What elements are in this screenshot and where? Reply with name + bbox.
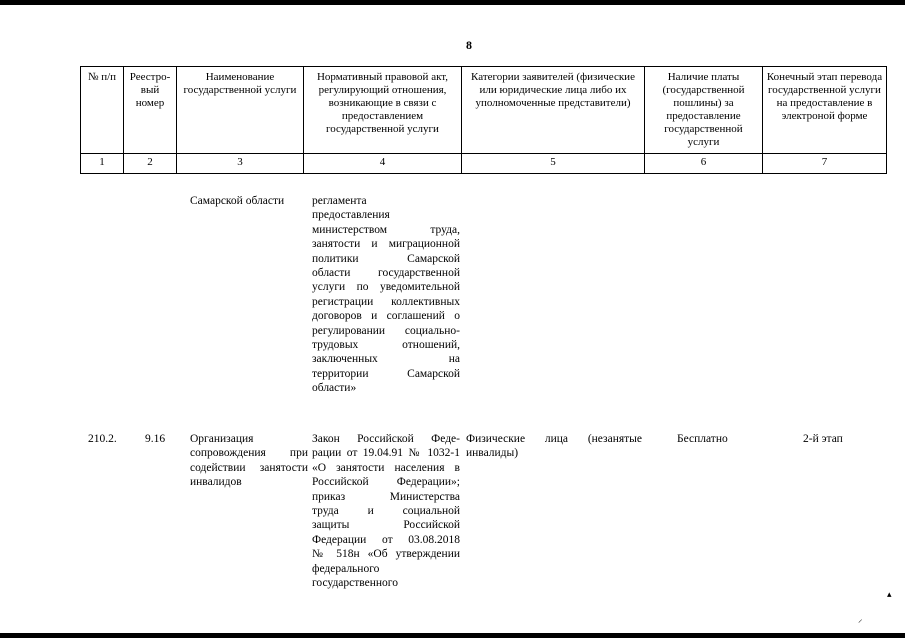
- header-registry: Реестро-вый номер: [124, 67, 177, 154]
- act-line: федерального: [312, 562, 380, 575]
- header-legal-act: Нормативный правовой акт, регулирующий отношения, возникающие в связи с предоставлением государственной услуги: [304, 67, 462, 154]
- act-line: трудовых отношений,: [312, 339, 460, 352]
- continuation-legal-act: [312, 194, 460, 396]
- act-line: Федерации от 03.08.2018: [312, 533, 460, 546]
- act-line: приказ Министерства: [312, 490, 460, 503]
- applicants-line: Физические лица (незанятые: [466, 433, 642, 445]
- row-legal-act: [312, 432, 460, 590]
- act-line: государственного: [312, 577, 398, 590]
- act-line: защиты Российской: [312, 519, 460, 532]
- act-line: регистрации коллективных: [312, 295, 460, 308]
- service-line: сопровождения при: [190, 447, 308, 460]
- header-final-stage: Конечный этап перевода государственной услуги на предоставление в электроной форме: [763, 67, 887, 154]
- column-number: 2: [124, 154, 177, 174]
- act-line: предоставления: [312, 209, 390, 222]
- act-line: заключенных на: [312, 353, 460, 366]
- act-line: занятости и миграционной: [312, 238, 460, 251]
- bottom-border-bar: [0, 633, 905, 638]
- row-fee: Бесплатно: [677, 433, 728, 445]
- service-line: содействии занятости: [190, 461, 308, 474]
- act-line: № 518н «Об утверждении: [312, 548, 460, 561]
- act-line: политики Самарской: [312, 252, 460, 265]
- act-line: «О занятости населения в: [312, 461, 460, 474]
- scan-speck: ▴: [887, 589, 892, 599]
- act-line: территории Самарской: [312, 367, 460, 380]
- header-applicants: Категории заявителей (физические или юридические лица либо их уполномоченные представители): [462, 67, 645, 154]
- header-row: [81, 67, 887, 154]
- act-line: регламента: [312, 195, 367, 207]
- row-registry-number: 9.16: [145, 433, 166, 445]
- act-line: рации от 19.04.91 № 1032-1: [312, 447, 460, 460]
- header-fee: Наличие платы (государственной пошлины) за предоставление государственной услуги: [645, 67, 763, 154]
- row-applicants: [466, 432, 642, 461]
- act-line: услуги по уведомительной: [312, 281, 460, 294]
- column-number: 3: [177, 154, 304, 174]
- column-numbers-row: [81, 154, 887, 174]
- page-number: 8: [466, 38, 472, 52]
- service-line: инвалидов: [190, 476, 242, 489]
- column-number: 4: [304, 154, 462, 174]
- act-line: министерством труда,: [312, 223, 460, 236]
- header-service-name: Наименование государственной услуги: [177, 67, 304, 154]
- column-number: 6: [645, 154, 763, 174]
- act-line: области государственной: [312, 267, 460, 280]
- act-line: труда и социальной: [312, 505, 460, 518]
- act-line: Российской Федерации»;: [312, 476, 460, 489]
- act-line: Закон Российской Феде-: [312, 433, 460, 445]
- continuation-service-name: Самарской области: [190, 195, 285, 207]
- row-service-name: [190, 432, 308, 490]
- act-line: области»: [312, 382, 357, 395]
- scan-speck: ⸝: [858, 614, 863, 624]
- act-line: договоров и соглашений о: [312, 310, 460, 323]
- service-line: Организация: [190, 433, 254, 445]
- row-final-stage: 2-й этап: [803, 433, 843, 445]
- column-number: 7: [763, 154, 887, 174]
- act-line: регулировании социально-: [312, 324, 460, 337]
- applicants-line: инвалиды): [466, 447, 519, 460]
- header-number: № п/п: [81, 67, 124, 154]
- top-border-bar: [0, 0, 905, 5]
- services-table-header: [80, 66, 887, 174]
- column-number: 5: [462, 154, 645, 174]
- column-number: 1: [81, 154, 124, 174]
- row-number: 210.2.: [88, 433, 117, 445]
